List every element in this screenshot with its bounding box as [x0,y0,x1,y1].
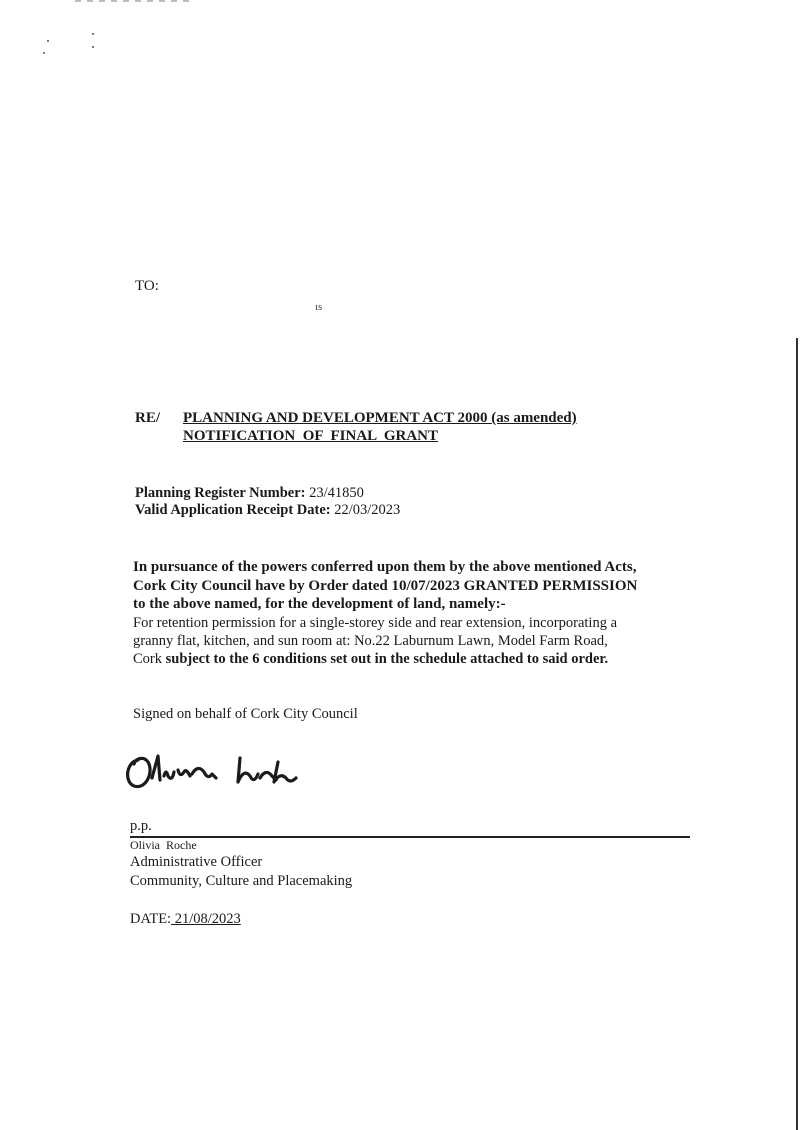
signatory-department: Community, Culture and Placemaking [130,873,353,889]
signed-on-behalf: Signed on behalf of Cork City Council [133,706,358,722]
pp-label: p.p. [130,818,152,834]
body-line-6 [133,651,608,668]
scan-edge-line [796,338,798,1130]
body-line-1: In pursuance of the powers conferred upon them by the above mentioned Acts, [133,559,637,575]
receipt-date-label: Valid Application Receipt Date: [135,502,331,518]
scan-speck [47,40,49,42]
receipt-date-value: 22/03/2023 [334,502,401,518]
handwritten-signature [120,748,310,798]
re-prefix: RE/ [135,410,161,426]
stray-mark: ıs [315,301,323,313]
date-value: 21/08/2023 [171,911,241,927]
register-number-row [135,485,364,502]
to-label: TO: [135,278,159,294]
body-line-4: For retention permission for a single-storey side and rear extension, incorporating a [133,615,618,631]
register-number-label: Planning Register Number: [135,485,306,501]
re-title-line2: NOTIFICATION OF FINAL GRANT [183,428,439,444]
scan-speck [43,52,45,54]
body-line-6-bold: subject to the 6 conditions set out in the schedule attached to said order. [165,651,609,667]
scan-speck [92,33,94,35]
date-label: DATE: [130,911,172,927]
body-line-6-plain: Cork [133,651,166,667]
scan-top-mark [75,0,195,2]
body-line-2: Cork City Council have by Order dated 10/07/2023 GRANTED PERMISSION [133,578,638,594]
receipt-date-row [135,502,400,519]
scan-speck [92,46,94,48]
body-line-5: granny flat, kitchen, and sun room at: No.22 Laburnum Lawn, Model Farm Road, [133,633,608,649]
body-line-3: to the above named, for the development of land, namely:- [133,596,506,612]
signature-line [130,836,690,838]
signatory-title: Administrative Officer [130,854,263,870]
re-title-line1: PLANNING AND DEVELOPMENT ACT 2000 (as amended) [183,410,577,426]
date-row [130,911,241,928]
signatory-name: Olivia Roche [130,838,197,852]
register-number-value: 23/41850 [309,485,364,501]
